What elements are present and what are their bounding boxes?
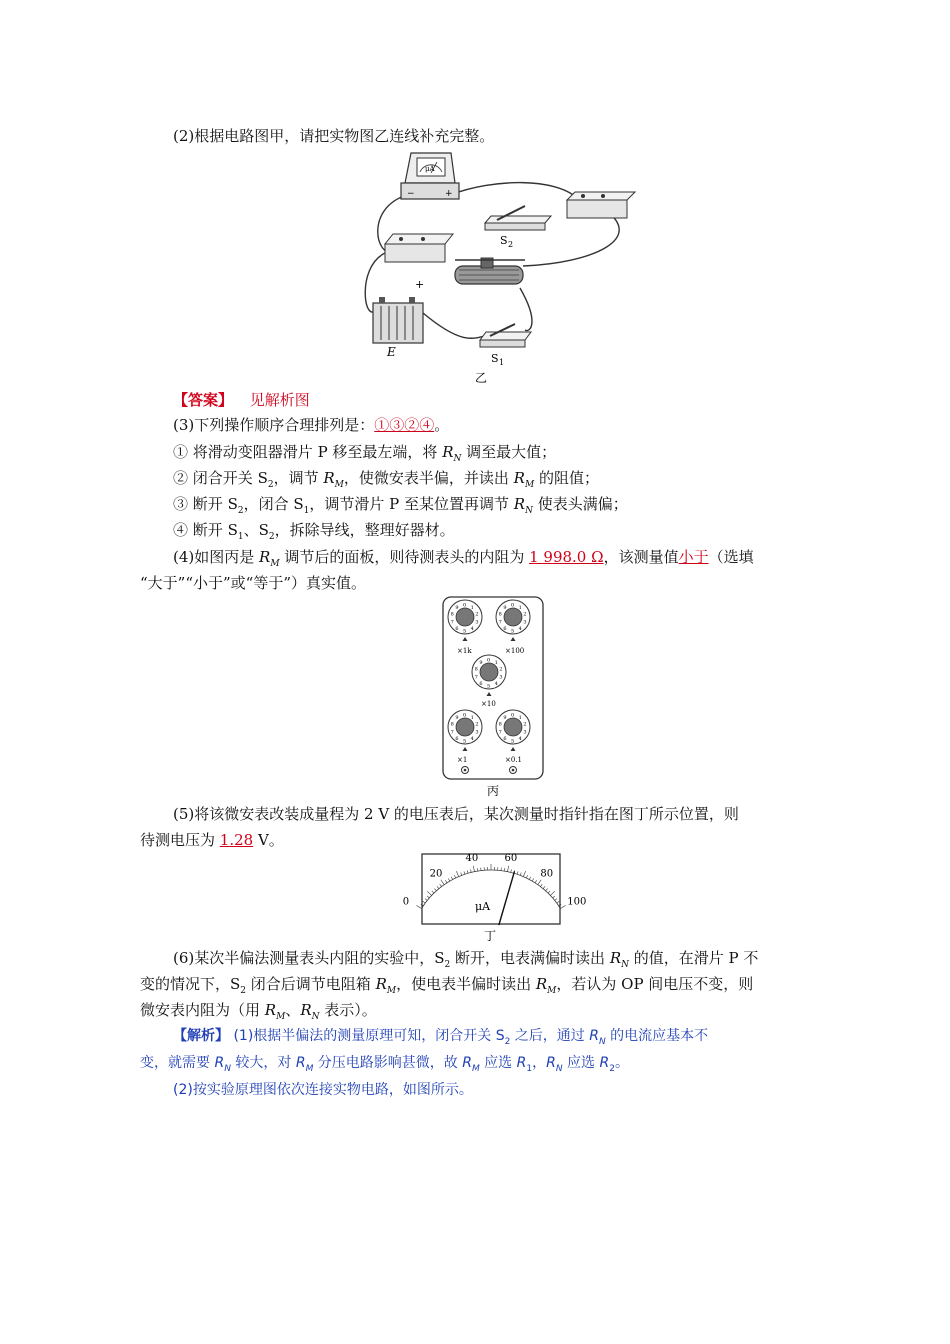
dial-digit: 9 xyxy=(479,659,483,666)
svg-text:2: 2 xyxy=(508,240,514,249)
dial-digit: 5 xyxy=(463,738,467,745)
answer-line: 【答案】 见解析图 xyxy=(173,391,310,409)
svg-text:μA: μA xyxy=(425,165,435,173)
step-1: ① 将滑动变阻器滑片 P 移至最左端，将 $R_N$ 调至最大值； xyxy=(173,443,557,464)
question-6-line2: 变的情况下，$S_2$ 闭合后调节电阻箱 $R_M$，使电表半偏时读出 $R_M$，若认为 OP 间电压不变，则 xyxy=(140,975,754,996)
svg-text:+: + xyxy=(445,189,453,199)
resistance-box-left-icon xyxy=(385,234,453,262)
dial-digit: 7 xyxy=(450,729,454,736)
dial-digit: 6 xyxy=(479,681,483,688)
svg-text:μA: μA xyxy=(475,900,491,913)
dial-digit: 2 xyxy=(475,721,479,728)
dial-digit: 1 xyxy=(518,604,522,611)
svg-text:1: 1 xyxy=(499,358,505,367)
multiplier-label: ×100 xyxy=(505,647,525,655)
dial-digit: 3 xyxy=(523,729,527,736)
switch-s2-icon xyxy=(485,206,551,249)
question-5-line1: (5)将该微安表改装成量程为 2 V 的电压表后，某次测量时指针指在图丁所示位置，则 xyxy=(173,805,739,823)
dial-digit: 4 xyxy=(470,736,474,743)
dial-digit: 4 xyxy=(494,681,498,688)
multiplier-label: ×0.1 xyxy=(505,756,522,764)
step-2: ② 闭合开关 $S_2$，调节 $R_M$，使微安表半偏，并读出 $R_M$ 的阻值； xyxy=(173,469,599,490)
dial-digit: 8 xyxy=(450,611,454,618)
dial-digit: 0 xyxy=(487,657,491,664)
dial-digit: 0 xyxy=(463,712,467,719)
dial-digit: 6 xyxy=(503,736,507,743)
microammeter-icon xyxy=(401,153,459,199)
dial-digit: 2 xyxy=(499,666,503,673)
figure-yi-circuit xyxy=(355,148,645,388)
dial-digit: 9 xyxy=(455,714,459,721)
question-3: (3)下列操作顺序合理排列是：①③②④。 xyxy=(173,416,450,434)
dial-digit: 5 xyxy=(487,683,491,690)
dial-digit: 4 xyxy=(518,626,522,633)
dial-digit: 0 xyxy=(511,712,515,719)
resistance-box-right-icon xyxy=(567,192,635,218)
meter-tick-label: 80 xyxy=(540,868,554,880)
dial-digit: 1 xyxy=(470,714,474,721)
dial-digit: 9 xyxy=(503,714,507,721)
question-2: (2)根据电路图甲，请把实物图乙连线补充完整。 xyxy=(173,127,495,145)
svg-text:−: − xyxy=(407,189,415,199)
dial-digit: 7 xyxy=(450,619,454,626)
dial-digit: 3 xyxy=(499,674,503,681)
svg-text:乙: 乙 xyxy=(475,371,488,385)
meter-tick-label: 40 xyxy=(465,852,479,864)
multiplier-label: ×1k xyxy=(457,647,472,655)
dial-digit: 6 xyxy=(455,626,459,633)
battery-icon xyxy=(373,278,424,359)
dial-digit: 2 xyxy=(475,611,479,618)
meter-tick-label: 20 xyxy=(429,868,443,880)
svg-text:S: S xyxy=(491,352,499,365)
multiplier-label: ×10 xyxy=(481,700,496,708)
figure-bing-resistance-box xyxy=(440,595,546,801)
dial-digit: 9 xyxy=(455,604,459,611)
question-6-line1: (6)某次半偏法测量表头内阻的实验中，$S_2$ 断开，电表满偏时读出 $R_N$ 的值，在滑片 P 不 xyxy=(173,949,759,970)
dial-digit: 1 xyxy=(494,659,498,666)
step-3: ③ 断开 $S_2$，闭合 $S_1$，调节滑片 P 至某位置再调节 $R_N$ 使表头满偏； xyxy=(173,495,628,516)
dial-digit: 2 xyxy=(523,611,527,618)
analysis-line3: (2)按实验原理图依次连接实物电路，如图所示。 xyxy=(173,1082,473,1098)
question-6-line3: 微安表内阻为（用 $R_M$、$R_N$ 表示）。 xyxy=(140,1001,377,1022)
dial-digit: 5 xyxy=(511,738,515,745)
svg-text:丙: 丙 xyxy=(487,784,500,798)
dial-digit: 5 xyxy=(511,628,515,635)
multiplier-label: ×1 xyxy=(457,756,468,764)
step-4: ④ 断开 $S_1$、$S_2$，拆除导线，整理好器材。 xyxy=(173,521,455,542)
analysis-line2: 变，就需要 $R_N$ 较大，对 $R_M$ 分压电路影响甚微，故 $R_M$ 应选 $R_1$，$R_N$ 应选 $R_2$。 xyxy=(140,1055,629,1074)
dial-digit: 0 xyxy=(511,602,515,609)
question-4-line1: (4)如图丙是 $R_M$ 调节后的面板，则待测表头的内阻为 1 998.0 Ω，该测量值小于（选填 xyxy=(173,548,754,569)
dial-digit: 7 xyxy=(498,619,502,626)
dial-digit: 7 xyxy=(474,674,478,681)
dial-digit: 4 xyxy=(518,736,522,743)
dial-digit: 8 xyxy=(450,721,454,728)
rheostat-icon xyxy=(455,258,525,284)
dial-digit: 0 xyxy=(463,602,467,609)
meter-tick-label: 0 xyxy=(402,896,410,908)
dial-digit: 3 xyxy=(475,619,479,626)
question-4-line2: “大于”“小于”或“等于”）真实值。 xyxy=(140,574,367,592)
dial-digit: 1 xyxy=(470,604,474,611)
dial-digit: 7 xyxy=(498,729,502,736)
dial-digit: 8 xyxy=(498,611,502,618)
dial-digit: 1 xyxy=(518,714,522,721)
dial-digit: 8 xyxy=(498,721,502,728)
svg-text:E: E xyxy=(387,345,396,359)
dial-digit: 8 xyxy=(474,666,478,673)
meter-tick-label: 100 xyxy=(567,896,587,908)
dial-digit: 4 xyxy=(470,626,474,633)
analysis-line1: 【解析】 (1)根据半偏法的测量原理可知，闭合开关 $S_2$ 之后，通过 $R_N$ 的电流应基本不 xyxy=(173,1028,709,1047)
svg-text:S: S xyxy=(500,234,508,247)
dial-digit: 3 xyxy=(475,729,479,736)
dial-digit: 3 xyxy=(523,619,527,626)
question-5-line2: 待测电压为 1.28 V。 xyxy=(140,831,284,849)
dial-digit: 2 xyxy=(523,721,527,728)
dial-digit: 5 xyxy=(463,628,467,635)
figure-ding-meter xyxy=(402,852,587,944)
dial-digit: 6 xyxy=(503,626,507,633)
meter-tick-label: 60 xyxy=(504,852,518,864)
dial-digit: 6 xyxy=(455,736,459,743)
svg-text:+: + xyxy=(415,278,425,291)
dial-digit: 9 xyxy=(503,604,507,611)
svg-text:丁: 丁 xyxy=(484,929,497,943)
switch-s1-icon xyxy=(480,324,531,367)
